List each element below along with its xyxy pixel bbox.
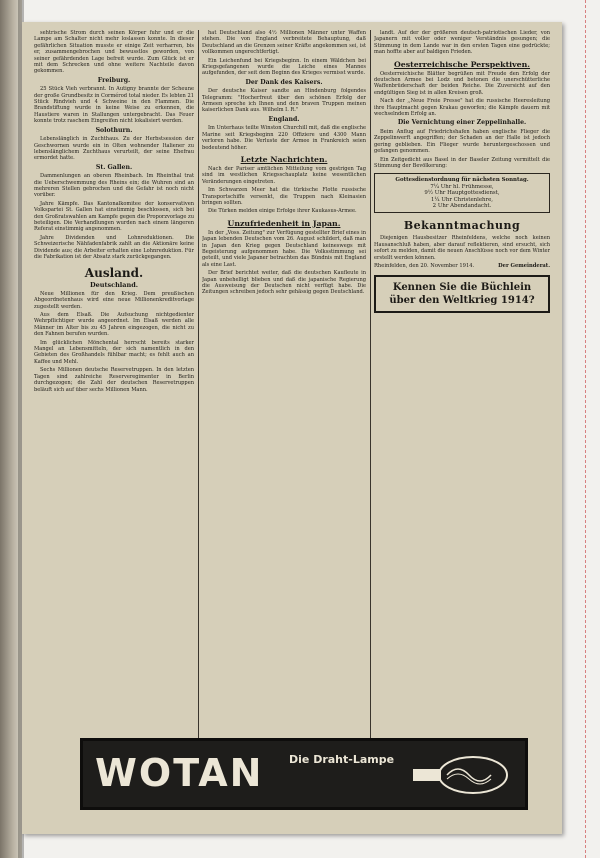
article-text: Nach der Pariser amtlichen Mitteilung vom gestrigen Tag sind im westlichen Kriegsschauplatz keine wesentlichen Veränderungen eingetreten. bbox=[202, 165, 366, 185]
article-text: Jahre Kämpfe. Das Kantonalkomitee der konservativen Volkspartei St. Gallen hat einstimmig beschlossen, sich bei den Großratswahlen am Kampfe gegen die Proporzvorlage zu beteiligen. Die Verhandlungen wurden nach einem längeren Referat einstimmig angenommen. bbox=[34, 200, 194, 233]
column-middle bbox=[202, 30, 366, 750]
margin-line bbox=[585, 0, 586, 858]
signature-body: Der Gemeinderat. bbox=[498, 262, 550, 269]
article-text: sehtrische Strom durch seinen Körper fuhr und er die Lampe am Schalter nicht mehr loslassen konnte. In dieser gefährlichen Situation musste er einige Zeit verharren, bis er, zusammengebrochen und bewusstlos geworden, von seiner gefährdenden Lage befreit wurde. Zum Glück ist er mit dem Schrecken und ohne weitere Nachteile davon gekommen. bbox=[34, 30, 194, 75]
section-heading: St. Gallen. bbox=[95, 163, 133, 171]
article-text: Aus dem Elsaß. Die Aufsuchung nichtgedienter Wehrpflichtiger wurde angeordnet. Im Elsaß werden alle Männer im Alter bis zu 45 Jahren eingezogen, die nicht zu den Fahnen berufen wurden. bbox=[34, 312, 194, 338]
article-text: Im Schwarzen Meer hat die türkische Flotte russische Transportschiffe versenkt, die Truppen nach Kleinasien bringen sollten. bbox=[202, 187, 366, 206]
notice-line: 2 Uhr Abendandacht. bbox=[432, 202, 492, 209]
section-heading: Oesterreichische Perspektiven. bbox=[393, 59, 531, 69]
announcement-text: Diejenigen Hausbesitzer Rheinfeldens, welche noch keinen Hausanschluß haben, aber darauf reflektieren, sind ersucht, sich sofort zu melden, damit die neuen Anschlüsse noch vor dem Winter erstellt werden können. bbox=[374, 235, 550, 261]
subsection-title: Deutschland. bbox=[89, 281, 139, 290]
book-advert bbox=[374, 275, 550, 313]
announcement-signature bbox=[374, 263, 550, 269]
signature-place: Rheinfelden, den 20. November 1914. bbox=[374, 262, 475, 269]
announcement-title: Bekanntmachung bbox=[403, 219, 521, 233]
article-text: Im glücklichen Mönchental herrscht bereits starker Mangel an Lebensmitteln, der sich namentlich in den Gebieten des Großhandels fühlbar macht; es fehlt auch an Kaffee und Mehl. bbox=[34, 339, 194, 365]
newspaper-page bbox=[22, 22, 562, 834]
advert-brand: WOTAN bbox=[95, 751, 264, 795]
article-text: Sechs Millionen deutsche Reservetruppen. In den letzten Tagen sind zahlreiche Reserveregimenter in Berlin durchgezogen; die Zahl der deutschen Reservetruppen beläuft sich auf über sechs Millionen Mann. bbox=[34, 367, 194, 393]
advert-line: über den Weltkrieg 1914? bbox=[389, 295, 535, 307]
article-text: hat Deutschland also 4½ Millionen Männer unter Waffen stehen. Die von England verbreitete Behauptung, daß Deutschland an die Grenzen seiner Kräfte angekommen sei, ist vollkommen ungerechtfertigt. bbox=[202, 30, 366, 56]
church-notice bbox=[374, 173, 550, 213]
section-title: Ausland. bbox=[84, 266, 144, 281]
article-text: Beim Anflug auf Friedrichshafen haben englische Flieger die Zeppelinwerft angegriffen; der Schaden an der Halle ist jedoch gering geblieben. Ein Flieger wurde heruntergeschossen und gefangen genommen. bbox=[374, 128, 550, 155]
article-text: Dammenlungen an oberen Rheinbach. Im Rheinthal trat die Ueberschwemmung des Rheins ein; die Wuhren sind an mehreren Stellen gebrochen und die Gefahr ist noch nicht vorüber. bbox=[34, 173, 194, 199]
section-heading: Freiburg. bbox=[97, 76, 131, 84]
notice-line: 7¼ Uhr hl. Frühmesse, bbox=[430, 183, 494, 190]
article-text: Die Türken melden einige Erfolge ihrer Kaukasus-Armee. bbox=[208, 208, 357, 215]
article-headline: Unzufriedenheit in Japan. bbox=[227, 218, 341, 228]
article-text: Ein Leichenfund bei Kriegsbeginn. In einem Wäldchen bei Kriegsgefangenen wurde die Leiche eines Mannes aufgefunden, der seit dem Beginn des Krieges vermisst wurde. bbox=[202, 57, 366, 77]
article-text: Oesterreichische Blätter begrüßen mit Freude den Erfolg der deutschen Armee bei Lodz und betonen die unerschütterliche Waffenbrüderschaft der beiden Reiche. Die Zuversicht auf den endgültigen Sieg ist in allen Kreisen groß. bbox=[374, 70, 550, 96]
article-text: Lebenslänglich in Zuchthaus. Zu der Herbstsession der Geschwornen wurde ein in Olten wohnender Italiener zu lebenslänglichem Zuchthaus verurteilt, der seine Ehefrau ermordet hatte. bbox=[34, 136, 194, 162]
notice-title: Gottesdienstordnung für nächsten Sonntag. bbox=[395, 177, 529, 184]
light-bulb-icon bbox=[403, 751, 515, 799]
article-text: Neue Millionen für den Krieg. Dem preußischen Abgeordnetenhaus wird eine neue Millionenkreditvorlage zugestellt werden. bbox=[34, 290, 194, 310]
column-rule bbox=[198, 30, 199, 742]
section-heading: Der Dank des Kaisers. bbox=[245, 78, 323, 86]
article-text: Der Brief berichtet weiter, daß die deutschen Kaufleute in Japan unbehelligt blieben und daß die japanische Regierung die Ausweisung der Deutschen nicht verfügt habe. Die Zeitungen schreiben jedoch sehr gehässig gegen Deutschland. bbox=[202, 270, 366, 296]
article-text: 25 Stück Vieh verbrannt. In Autigny brannte der Scheune der große Grundbesitz in Cormérod total nieder. Es lebten 21 Stück Rindvieh und 4 Schweine in den Flammen. Die Brandstiftung wurde in keine Weise zu erkennen, die Haustiere waren in Stallungen untergebracht. Das Feuer konnte trotz raschem Eingreifen nicht lokalisiert werden. bbox=[34, 86, 194, 125]
article-text: Ein Zeitgedicht aus Basel in der Baseler Zeitung vermittelt die Stimmung der Bevölkerung: bbox=[374, 156, 550, 169]
section-title: Letzte Nachrichten. bbox=[240, 154, 328, 164]
notice-line: 9½ Uhr Hauptgottesdienst, bbox=[424, 190, 500, 197]
article-text: landt. Auf der der größeren deutsch-patriotischen Lieder, von Japanern mit voller oder weniger Verständnis gesungen; die Stimmung in dem Lande war in den ersten Tagen eine gedrückte; man hoffte aber auf baldigen Frieden. bbox=[374, 30, 550, 56]
article-text: In der „Voss. Zeitung" zur Verfügung gestellter Brief eines in Japan lebenden Deutschen vom 26. August schildert, daß man in Japan den Krieg gegen Deutschland keineswegs mit Begeisterung aufgenommen habe. Die Volksstimmung sei geteilt, und viele Japaner betrachten das Bündnis mit England als eine Last. bbox=[202, 229, 366, 268]
section-heading: Solothurn. bbox=[95, 126, 133, 134]
section-heading: Die Vernichtung einer Zeppelinhalle. bbox=[397, 119, 527, 127]
article-text: Jahre Dividenden und Lohnreduktionen. Die Schweizerische Nähfadenfabrik zahlt an die Aktionäre keine Dividende aus; die Arbeiter erhalten eine Lohnreduktion. Für die Fabrikation ist der Absatz stark zurückgegangen. bbox=[34, 234, 194, 260]
column-left bbox=[34, 30, 194, 720]
advert-tagline: Die Draht-Lampe bbox=[289, 753, 395, 766]
wotan-advert bbox=[80, 738, 528, 810]
article-text: Der deutsche Kaiser sandte an Hindenburg folgendes Telegramm: "Hocherfreut über den schönen Erfolg der Armeen spreche ich Ihnen und den braven Truppen meinen kaiserlichen Dank aus. Wilhelm I. R." bbox=[202, 88, 366, 114]
article-text: Nach der ,,Neue Freie Presse" hat die russische Heeresleitung ihre Hauptmacht gegen Krakau geworfen; die Kämpfe dauern mit wechselndem Erfolg an. bbox=[374, 98, 550, 118]
advert-line: Kennen Sie die Büchlein bbox=[392, 282, 532, 294]
section-heading: England. bbox=[268, 115, 300, 123]
column-right bbox=[374, 30, 550, 750]
column-rule bbox=[370, 30, 371, 742]
notice-line: 1¼ Uhr Christenlehre, bbox=[430, 196, 494, 203]
article-text: Im Unterhaus teilte Winston Churchill mit, daß die englische Marine seit Kriegsbeginn 220 Offiziere und 4300 Mann verloren habe. Die Verluste der Armee in Frankreich seien bedeutend höher. bbox=[202, 125, 366, 151]
